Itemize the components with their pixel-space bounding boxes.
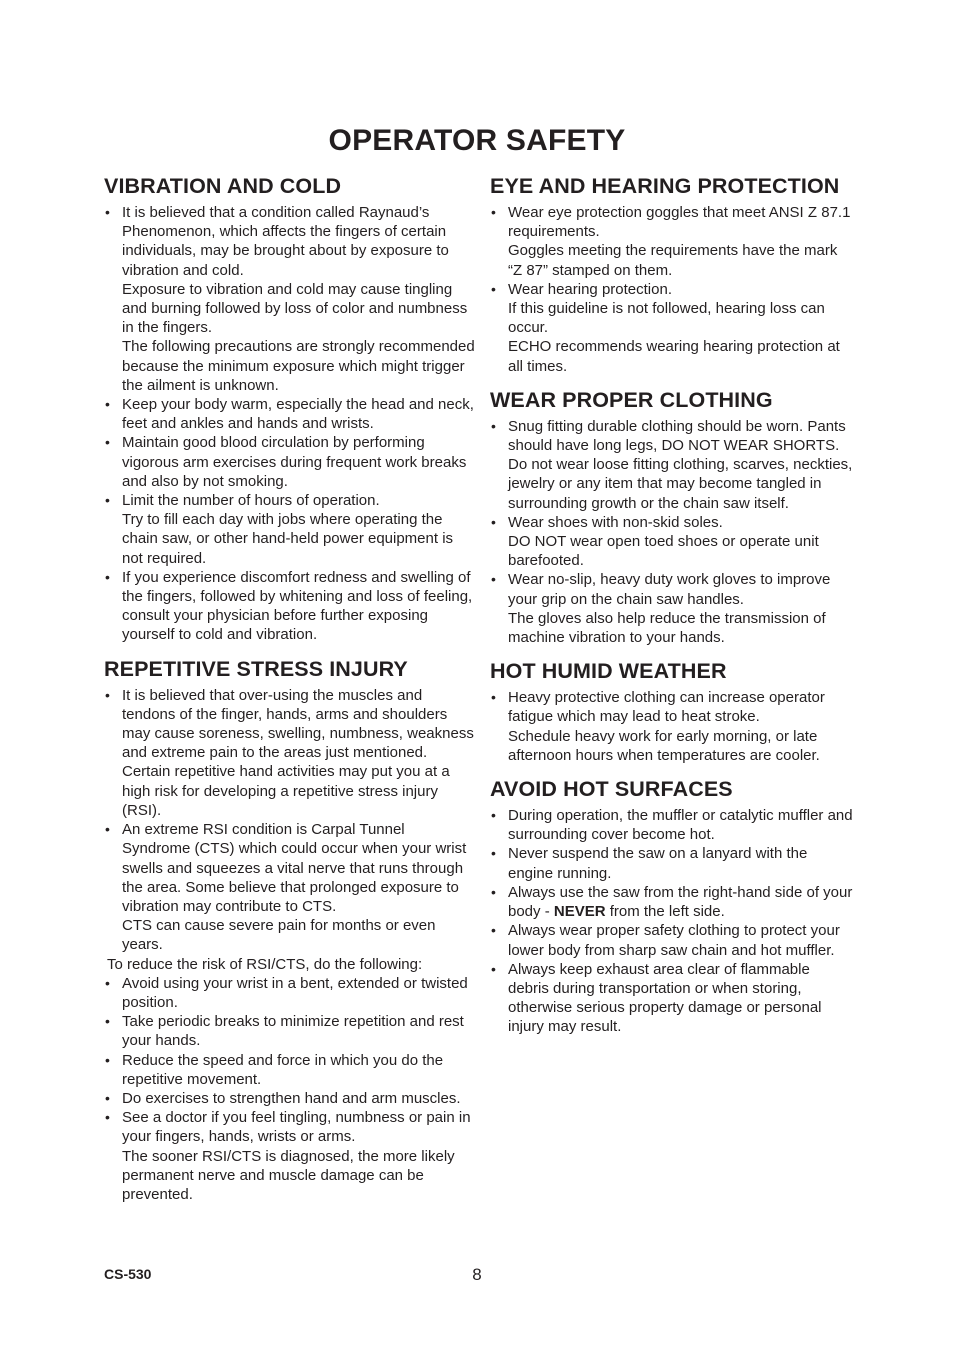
list-item	[490, 688, 854, 765]
paragraph: • Always wear proper safety clothing to protect your lower body from sharp saw chain and hot muffler.	[508, 922, 840, 959]
paragraph: • Snug fitting durable clothing should be worn. Pants should have long legs, DO NOT WEAR SHORTS.	[508, 417, 846, 455]
section-heading: VIBRATION AND COLD	[104, 174, 342, 198]
list-item	[490, 883, 854, 921]
paragraph: DO NOT wear open toed shoes or operate unit barefooted.	[508, 533, 819, 570]
list-item	[490, 806, 854, 844]
paragraph: • Reduce the speed and force in which you do the repetitive movement.	[122, 1051, 444, 1088]
paragraph: • Maintain good blood circulation by performing vigorous arm exercises during frequent work breaks and also by not smoking.	[122, 434, 467, 490]
paragraph: • During operation, the muffler or catalytic muffler and surrounding cover become hot.	[508, 807, 853, 844]
paragraph: • Limit the number of hours of operation.	[122, 492, 380, 510]
paragraph	[508, 883, 854, 921]
section-heading: WEAR PROPER CLOTHING	[490, 387, 773, 412]
list-item	[490, 513, 854, 571]
bullet-list	[104, 686, 476, 955]
list-item	[490, 417, 854, 513]
list-item	[104, 395, 476, 433]
intro-text: To reduce the risk of RSI/CTS, do the following:	[107, 955, 423, 973]
paragraph: CTS can cause severe pain for months or even years.	[122, 917, 436, 954]
list-item	[490, 570, 854, 647]
list-item	[104, 491, 476, 568]
left-column	[104, 174, 476, 1216]
paragraph: • See a doctor if you feel tingling, numbness or pain in your fingers, hands, wrists or arms.	[122, 1109, 471, 1146]
paragraph: • Heavy protective clothing can increase operator fatigue which may lead to heat stroke.	[508, 689, 825, 726]
paragraph: • Wear hearing protection.	[508, 280, 672, 298]
paragraph: • Never suspend the saw on a lanyard with the engine running.	[508, 845, 808, 882]
list-item	[104, 1051, 476, 1089]
paragraph: • Take periodic breaks to minimize repetition and rest your hands.	[122, 1013, 464, 1050]
section-repetitive-stress-injury	[104, 657, 476, 1204]
list-item	[490, 844, 854, 882]
bullet-list	[490, 203, 854, 376]
paragraph: • An extreme RSI condition is Carpal Tunnel Syndrome (CTS) which could occur when your wrist swells and squeezes a vital nerve that runs through the area. Some believe that prolonged exposure to vibration may contribute to CTS.	[122, 821, 467, 915]
right-column	[490, 174, 854, 1049]
paragraph: • Wear eye protection goggles that meet ANSI Z 87.1 requirements.	[508, 204, 851, 241]
footer-page-number: 8	[472, 1265, 482, 1284]
paragraph: The gloves also help reduce the transmission of machine vibration to your hands.	[508, 609, 826, 647]
section-heading: REPETITIVE STRESS INJURY	[104, 656, 408, 681]
list-item	[104, 568, 476, 645]
bullet-list	[104, 974, 476, 1204]
paragraph: Schedule heavy work for early morning, or late afternoon hours when temperatures are cooler.	[508, 727, 820, 764]
list-item	[490, 921, 854, 959]
paragraph: • Keep your body warm, especially the head and neck, feet and ankles and hands and wrists.	[122, 396, 474, 433]
paragraph: Certain repetitive hand activities may put you at a high risk for developing a repetitive stress injury (RSI).	[122, 763, 450, 819]
list-item	[104, 1012, 476, 1050]
paragraph: Do not wear loose fitting clothing, scarves, neckties, jewelry or any item that may become tangled in surrounding growth or the chain saw itself.	[508, 456, 853, 512]
paragraph: • Wear no-slip, heavy duty work gloves to improve your grip on the chain saw handles.	[508, 571, 831, 608]
bullet-list	[490, 417, 854, 647]
text-run: Always use the saw from the right-hand side of your body -	[508, 883, 853, 921]
paragraph: Exposure to vibration and cold may cause tingling and burning followed by loss of color and numbness in the fingers.	[122, 280, 468, 337]
emphasis-text: NEVER	[553, 903, 606, 921]
list-item	[490, 960, 854, 1037]
bullet-list	[490, 806, 854, 1036]
paragraph: The following precautions are strongly recommended because the minimum exposure which might trigger the ailment is unknown.	[122, 338, 475, 394]
section-wear-proper-clothing	[490, 388, 854, 647]
section-eye-and-hearing-protection	[490, 174, 854, 376]
section-heading: EYE AND HEARING PROTECTION	[490, 174, 840, 198]
list-item	[104, 820, 476, 954]
paragraph: • It is believed that over-using the muscles and tendons of the finger, hands, arms and shoulders may cause soreness, swelling, numbness, weakness and extreme pain to the areas just mentioned.	[122, 686, 474, 762]
paragraph: If this guideline is not followed, hearing loss can occur.	[508, 300, 825, 337]
footer-model-number: CS-530	[104, 1266, 152, 1282]
section-heading: HOT HUMID WEATHER	[490, 659, 727, 684]
paragraph: • It is believed that a condition called Raynaud’s Phenomenon, which affects the fingers of certain individuals, may be brought about by exposure to vibration and cold.	[122, 204, 449, 279]
section-vibration-and-cold	[104, 174, 476, 645]
list-item	[490, 280, 854, 376]
list-item	[104, 1108, 476, 1204]
paragraph: • If you experience discomfort redness and swelling of the fingers, followed by whitening and loss of feeling, consult your physician before further exposing yourself to cold and vibration.	[122, 568, 473, 644]
paragraph: • Do exercises to strengthen hand and arm muscles.	[122, 1089, 461, 1107]
section-avoid-hot-surfaces	[490, 777, 854, 1036]
list-item	[104, 686, 476, 820]
paragraph: • Wear shoes with non-skid soles.	[508, 513, 723, 531]
list-item	[104, 1089, 476, 1108]
list-item	[490, 203, 854, 280]
page-title: OPERATOR SAFETY	[328, 124, 626, 157]
section-heading: AVOID HOT SURFACES	[490, 777, 733, 802]
list-item	[104, 974, 476, 1012]
paragraph: The sooner RSI/CTS is diagnosed, the more likely permanent nerve and muscle damage can be prevented.	[122, 1147, 455, 1203]
paragraph: ECHO recommends wearing hearing protection at all times.	[508, 338, 840, 375]
bullet-list	[104, 203, 476, 645]
list-item	[104, 433, 476, 491]
text-run: from the left side.	[605, 903, 725, 921]
paragraph: • Always keep exhaust area clear of flammable debris during transportation or when storing, otherwise serious property damage or personal injury may result.	[508, 960, 822, 1036]
section-hot-humid-weather	[490, 659, 854, 765]
bullet-list	[490, 688, 854, 765]
paragraph: Goggles meeting the requirements have the mark “Z 87” stamped on them.	[508, 242, 838, 279]
paragraph: Try to fill each day with jobs where operating the chain saw, or other hand-held power equipment is not required.	[122, 511, 454, 567]
paragraph: • Avoid using your wrist in a bent, extended or twisted position.	[122, 974, 468, 1011]
list-item	[104, 203, 476, 395]
